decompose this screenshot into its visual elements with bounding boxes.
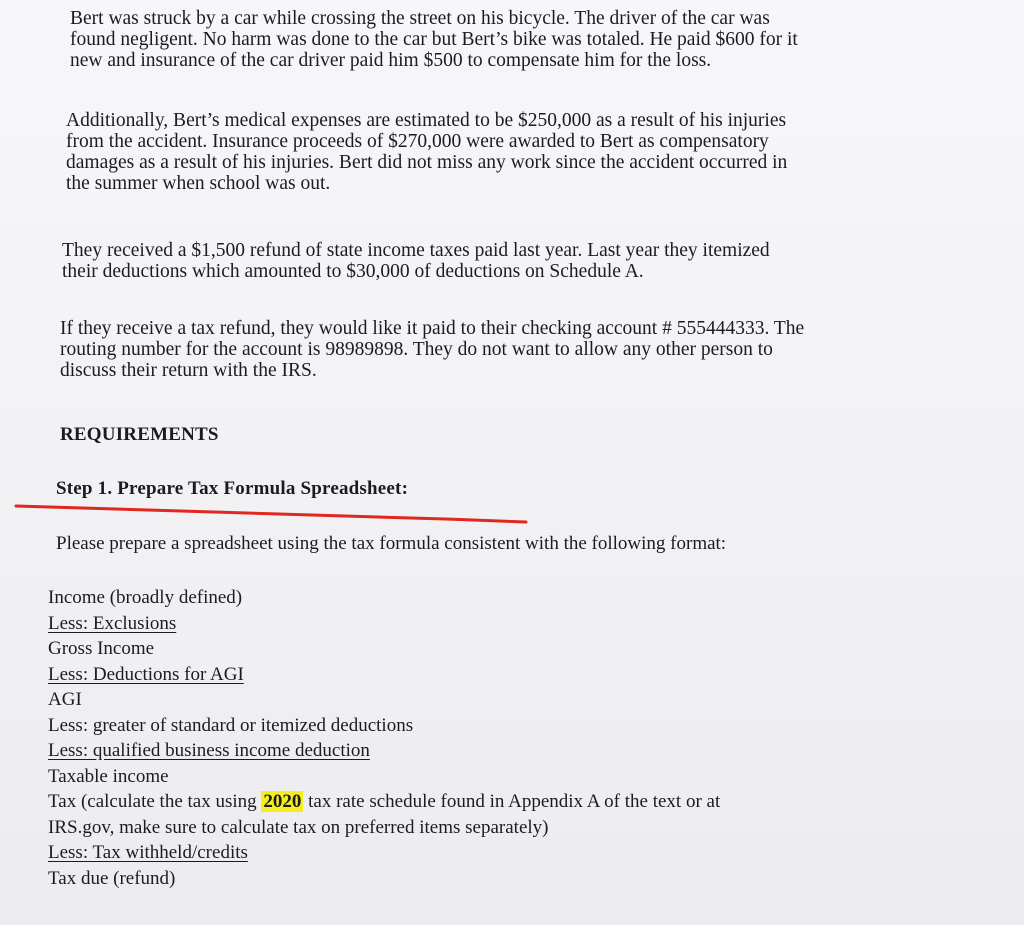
text-line: They received a $1,500 refund of state income taxes paid last year. Last year they itemized xyxy=(62,240,770,261)
paragraph-medical-expenses xyxy=(66,110,966,194)
paragraph-bicycle-accident xyxy=(70,8,960,71)
format-item-tax xyxy=(48,789,948,815)
format-item-taxable-income: Taxable income xyxy=(48,765,169,787)
format-item-gross-income: Gross Income xyxy=(48,638,155,659)
format-item-greater-deductions: Less: greater of standard or itemized deductions xyxy=(48,714,414,736)
tax-line-suffix: tax rate schedule found in Appendix A of the text or at xyxy=(303,791,721,812)
text-line: If they receive a tax refund, they would like it paid to their checking account # 555444333. The xyxy=(60,318,805,339)
step-1-heading: Step 1. Prepare Tax Formula Spreadsheet: xyxy=(56,478,409,499)
format-item-agi: AGI xyxy=(48,689,82,710)
text-line: from the accident. Insurance proceeds of $270,000 were awarded to Bert as compensatory xyxy=(66,131,769,152)
text-line: found negligent. No harm was done to the car but Bert’s bike was totaled. He paid $600 for it xyxy=(70,29,798,50)
format-item-exclusions: Less: Exclusions xyxy=(48,612,177,634)
text-line: new and insurance of the car driver paid him $500 to compensate him for the loss. xyxy=(70,50,712,71)
instructions-text: Please prepare a spreadsheet using the tax formula consistent with the following format: xyxy=(56,533,727,554)
text-line: discuss their return with the IRS. xyxy=(60,360,317,381)
text-line: damages as a result of his injuries. Bert did not miss any work since the accident occurred in xyxy=(66,152,788,173)
text-line: Bert was struck by a car while crossing the street on his bicycle. The driver of the car was xyxy=(70,8,770,29)
text-line: Additionally, Bert’s medical expenses are estimated to be $250,000 as a result of his injuries xyxy=(66,110,787,131)
format-item-deductions-for-agi: Less: Deductions for AGI xyxy=(48,663,244,685)
format-item-tax-continued: IRS.gov, make sure to calculate tax on preferred items separately) xyxy=(48,816,549,838)
format-item-income: Income (broadly defined) xyxy=(48,587,243,608)
text-line: their deductions which amounted to $30,000 of deductions on Schedule A. xyxy=(62,261,644,282)
red-underline-annotation xyxy=(14,500,534,530)
tax-formula-format-list xyxy=(48,585,948,891)
requirements-heading: REQUIREMENTS xyxy=(60,424,219,445)
format-item-tax-due: Tax due (refund) xyxy=(48,867,176,889)
format-item-qbi-deduction: Less: qualified business income deduction xyxy=(48,740,370,761)
format-item-withheld: Less: Tax withheld/credits xyxy=(48,842,248,863)
highlighted-tax-year: 2020 xyxy=(263,791,302,812)
paragraph-state-refund xyxy=(62,240,952,282)
text-line: routing number for the account is 98989898. They do not want to allow any other person to xyxy=(60,339,773,360)
tax-line-prefix: Tax (calculate the tax using xyxy=(48,791,262,812)
paragraph-bank-info xyxy=(60,318,960,381)
text-line: the summer when school was out. xyxy=(66,173,331,194)
